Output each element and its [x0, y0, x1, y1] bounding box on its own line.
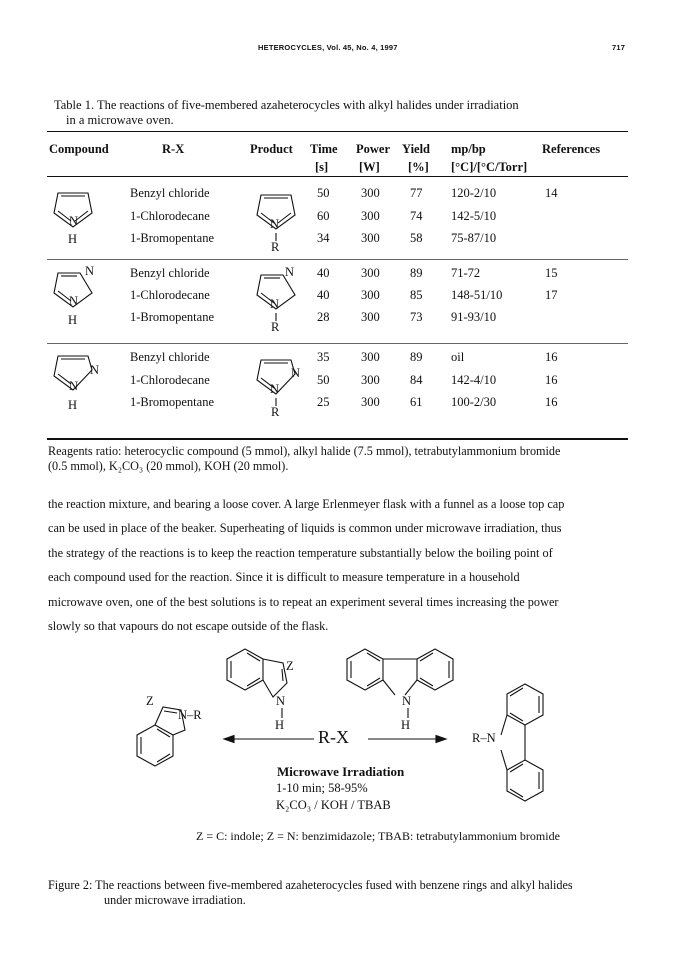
- figure-caption-line1: Figure 2: The reactions between five-membered azaheterocycles fused with benzene rings and alkyl halides: [48, 878, 573, 892]
- table-caption-line2: in a microwave oven.: [66, 113, 174, 127]
- unit-mpbp: [°C]/[°C/Torr]: [451, 160, 528, 174]
- col-time: Time: [310, 142, 338, 156]
- unit-time: [s]: [315, 160, 329, 174]
- g1-mpbp-3: 75-87/10: [451, 231, 497, 245]
- indole-benzimidazole-structure: [223, 645, 313, 725]
- g1-time-1: 50: [317, 186, 330, 200]
- indole-n: N: [276, 694, 286, 708]
- g1-power-2: 300: [361, 209, 380, 223]
- reagent-label: R-X: [318, 727, 349, 747]
- g1-mpbp-2: 142-5/10: [451, 209, 497, 223]
- pyrazole-h: H: [68, 398, 78, 412]
- left-product-nr: N–R: [178, 708, 202, 722]
- g2-rx-2: 1-Chlorodecane: [130, 288, 210, 302]
- g3-time-3: 25: [317, 395, 330, 409]
- g3-time-2: 50: [317, 373, 330, 387]
- condition-time: 1-10 min; 58-95%: [276, 781, 368, 795]
- pyrazole-product-r: R: [271, 405, 280, 419]
- right-product-rn: R–N: [472, 731, 496, 745]
- left-product-z: Z: [146, 694, 154, 708]
- body-line: the strategy of the reactions is to keep the reaction temperature substantially below the boiling point of: [48, 545, 553, 560]
- g3-power-2: 300: [361, 373, 380, 387]
- carbazole-n: N: [402, 694, 412, 708]
- g2-time-3: 28: [317, 310, 330, 324]
- g1-power-3: 300: [361, 231, 380, 245]
- imidazole-n1: N: [69, 294, 79, 308]
- group-divider-1: [47, 259, 628, 260]
- imidazole-product-r: R: [271, 320, 280, 334]
- g2-power-3: 300: [361, 310, 380, 324]
- figure-caption-line2: under microwave irradiation.: [104, 893, 246, 907]
- col-compound: Compound: [49, 142, 109, 156]
- table-top-rule: [47, 131, 628, 132]
- body-line: can be used in place of the beaker. Superheating of liquids is common under microwave irradiation, thus: [48, 521, 562, 536]
- g2-mpbp-1: 71-72: [451, 266, 481, 280]
- indole-z: Z: [286, 659, 294, 673]
- g2-time-2: 40: [317, 288, 330, 302]
- pyrrole-n: N: [69, 214, 79, 228]
- g1-yield-2: 74: [410, 209, 423, 223]
- left-arrow: [224, 734, 314, 744]
- g3-mpbp-2: 142-4/10: [451, 373, 497, 387]
- right-product-structure: [495, 680, 565, 820]
- g1-rx-1: Benzyl chloride: [130, 186, 210, 200]
- g2-mpbp-3: 91-93/10: [451, 310, 497, 324]
- body-line: the reaction mixture, and bearing a loose cover. A large Erlenmeyer flask with a funnel as a loose top cap: [48, 497, 565, 511]
- table-bottom-rule: [47, 438, 628, 440]
- pyrrole-product-n: N: [270, 217, 280, 231]
- g3-ref-3: 16: [545, 395, 558, 409]
- unit-yield: [%]: [408, 160, 429, 174]
- g3-rx-1: Benzyl chloride: [130, 350, 210, 364]
- pyrrole-product-r: R: [271, 240, 280, 254]
- header-rule: [47, 176, 628, 177]
- g1-rx-2: 1-Chlorodecane: [130, 209, 210, 223]
- g1-ref-1: 14: [545, 186, 558, 200]
- g3-power-3: 300: [361, 395, 380, 409]
- g3-rx-3: 1-Bromopentane: [130, 395, 215, 409]
- col-yield: Yield: [402, 142, 431, 156]
- col-product: Product: [250, 142, 293, 156]
- pyrrole-h: H: [68, 232, 78, 246]
- g1-time-3: 34: [317, 231, 330, 245]
- condition-reagents: K₂CO₃ / KOH / TBAB: [276, 798, 391, 812]
- body-line: slowly so that vapours do not escape outside of the flask.: [48, 619, 329, 634]
- g3-ref-2: 16: [545, 373, 558, 387]
- pyrrole-product-structure: [255, 183, 305, 253]
- group-divider-2: [47, 343, 628, 344]
- g3-yield-1: 89: [410, 350, 423, 364]
- g3-rx-2: 1-Chlorodecane: [130, 373, 210, 387]
- g2-ref-2: 17: [545, 288, 558, 302]
- imidazole-product-structure: [255, 263, 305, 333]
- g2-rx-3: 1-Bromopentane: [130, 310, 215, 324]
- g1-power-1: 300: [361, 186, 380, 200]
- g3-mpbp-1: oil: [451, 350, 465, 364]
- g3-power-1: 300: [361, 350, 380, 364]
- body-paragraph: [48, 492, 638, 638]
- journal-header: HETEROCYCLES, Vol. 45, No. 4, 1997: [258, 43, 398, 52]
- g2-yield-1: 89: [410, 266, 423, 280]
- left-product-structure: [125, 690, 205, 800]
- g3-ref-1: 16: [545, 350, 558, 364]
- g1-time-2: 60: [317, 209, 330, 223]
- imidazole-product-n1: N: [270, 297, 280, 311]
- right-arrow: [368, 734, 446, 744]
- imidazole-n3: N: [85, 264, 95, 278]
- imidazole-h: H: [68, 313, 78, 327]
- g2-yield-3: 73: [410, 310, 423, 324]
- col-power: Power: [356, 142, 391, 156]
- pyrazole-product-structure: [255, 348, 305, 418]
- g2-ref-1: 15: [545, 266, 558, 280]
- pyrazole-product-n1: N: [270, 382, 280, 396]
- body-line: each compound used for the reaction. Since it is difficult to measure temperature in a household: [48, 570, 520, 585]
- pyrazole-product-n2: N: [291, 366, 301, 380]
- carbazole-h: H: [401, 718, 411, 732]
- col-rx: R-X: [162, 142, 185, 156]
- g2-mpbp-2: 148-51/10: [451, 288, 503, 302]
- g3-yield-2: 84: [410, 373, 423, 387]
- pyrazole-n2: N: [90, 363, 100, 377]
- g2-yield-2: 85: [410, 288, 423, 302]
- col-references: References: [542, 142, 601, 156]
- g1-rx-3: 1-Bromopentane: [130, 231, 215, 245]
- body-line: microwave oven, one of the best solutions is to repeat an experiment several times increasing the power: [48, 594, 559, 609]
- g2-power-2: 300: [361, 288, 380, 302]
- table-caption-line1: Table 1. The reactions of five-membered azaheterocycles with alkyl halides under irradiation: [54, 98, 519, 112]
- imidazole-product-n3: N: [285, 265, 295, 279]
- pyrazole-n1: N: [69, 379, 79, 393]
- page-number: 717: [612, 43, 626, 52]
- g2-power-1: 300: [361, 266, 380, 280]
- g1-yield-1: 77: [410, 186, 423, 200]
- g2-time-1: 40: [317, 266, 330, 280]
- unit-power: [W]: [359, 160, 380, 174]
- table-footnote-line2: (0.5 mmol), K₂CO₃ (20 mmol), KOH (20 mmol).: [48, 459, 289, 473]
- scheme-legend: Z = C: indole; Z = N: benzimidazole; TBAB: tetrabutylammonium bromide: [196, 829, 560, 843]
- g1-mpbp-1: 120-2/10: [451, 186, 497, 200]
- g3-mpbp-3: 100-2/30: [451, 395, 497, 409]
- col-mpbp: mp/bp: [451, 142, 486, 156]
- condition-title: Microwave Irradiation: [277, 764, 405, 779]
- g3-time-1: 35: [317, 350, 330, 364]
- g2-rx-1: Benzyl chloride: [130, 266, 210, 280]
- g1-yield-3: 58: [410, 231, 423, 245]
- table-footnote-line1: Reagents ratio: heterocyclic compound (5 mmol), alkyl halide (7.5 mmol), tetrabutylammonium bromide: [48, 444, 561, 458]
- g3-yield-3: 61: [410, 395, 423, 409]
- indole-h: H: [275, 718, 285, 732]
